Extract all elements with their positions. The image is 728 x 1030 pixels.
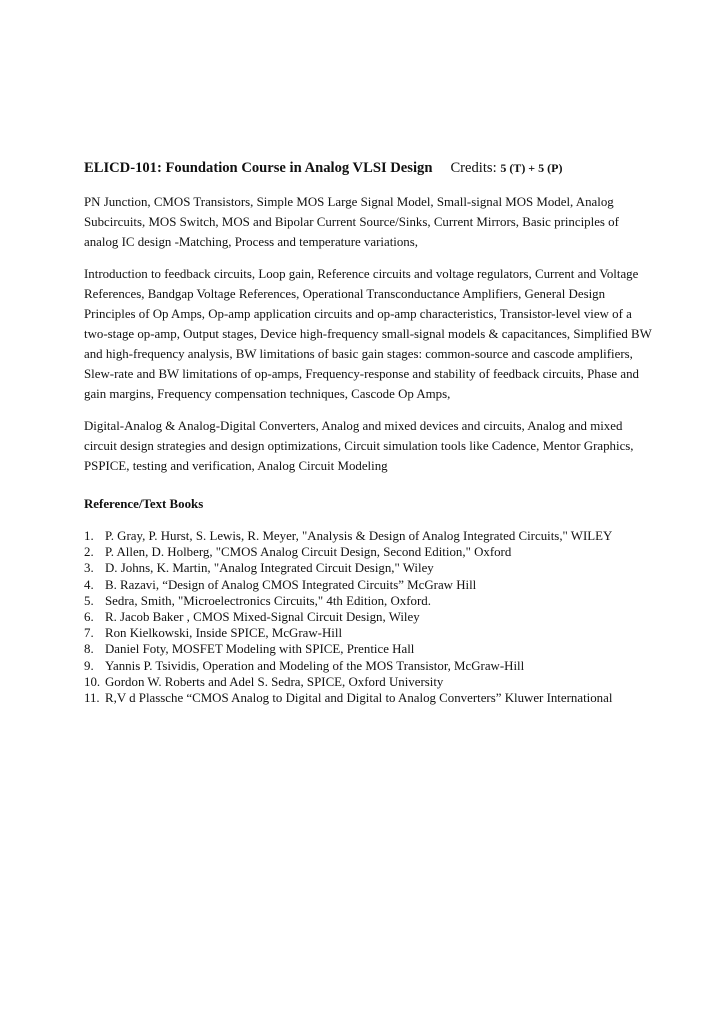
syllabus-paragraph-3: Digital-Analog & Analog-Digital Converters, Analog and mixed devices and circuits, Analog and mixed circuit design strategies and design optimizations, Circuit simulation tools like Cadence, Mentor Graphics, PSPICE, testing and verification, Analog Circuit Modeling bbox=[84, 419, 634, 473]
reference-text: Sedra, Smith, "Microelectronics Circuits," 4th Edition, Oxford. bbox=[105, 593, 431, 608]
reference-number: 3. bbox=[84, 561, 94, 576]
syllabus-paragraph-1: PN Junction, CMOS Transistors, Simple MOS Large Signal Model, Small-signal MOS Model, Analog Subcircuits, MOS Switch, MOS and Bipolar Current Source/Sinks, Current Mirrors, Basic principles of analog IC design -Matching, Process and temperature variations, bbox=[84, 195, 619, 249]
course-title: ELICD-101: Foundation Course in Analog VLSI Design bbox=[84, 160, 433, 176]
reference-number: 1. bbox=[84, 529, 94, 543]
reference-item bbox=[84, 577, 654, 593]
reference-text: P. Allen, D. Holberg, "CMOS Analog Circuit Design, Second Edition," Oxford bbox=[105, 545, 512, 560]
reference-item bbox=[84, 528, 654, 544]
reference-item bbox=[84, 593, 654, 609]
course-header bbox=[84, 158, 654, 178]
reference-text: B. Razavi, “Design of Analog CMOS Integrated Circuits” McGraw Hill bbox=[105, 577, 477, 592]
reference-number: 6. bbox=[84, 610, 94, 625]
reference-text: R,V d Plassche “CMOS Analog to Digital and Digital to Analog Converters” Kluwer International bbox=[105, 691, 613, 706]
reference-item bbox=[84, 641, 654, 657]
reference-text: P. Gray, P. Hurst, S. Lewis, R. Meyer, "Analysis & Design of Analog Integrated Circuits," WILEY bbox=[105, 529, 613, 543]
reference-text: Daniel Foty, MOSFET Modeling with SPICE, Prentice Hall bbox=[105, 642, 415, 657]
reference-number: 9. bbox=[84, 658, 94, 673]
reference-number: 4. bbox=[84, 577, 94, 592]
reference-item bbox=[84, 674, 654, 690]
reference-number: 7. bbox=[84, 626, 94, 641]
reference-text: Gordon W. Roberts and Adel S. Sedra, SPICE, Oxford University bbox=[105, 674, 444, 689]
reference-number: 10. bbox=[84, 674, 101, 689]
reference-item bbox=[84, 609, 654, 625]
reference-list bbox=[84, 528, 654, 706]
reference-item bbox=[84, 544, 654, 560]
references-heading: Reference/Text Books bbox=[84, 497, 204, 511]
reference-number: 8. bbox=[84, 642, 94, 657]
reference-text: D. Johns, K. Martin, "Analog Integrated Circuit Design," Wiley bbox=[105, 561, 434, 576]
document-page bbox=[84, 158, 654, 706]
reference-text: R. Jacob Baker , CMOS Mixed-Signal Circuit Design, Wiley bbox=[105, 610, 420, 625]
reference-item bbox=[84, 690, 654, 706]
credits-value: 5 (T) + 5 (P) bbox=[500, 161, 563, 175]
reference-text: Ron Kielkowski, Inside SPICE, McGraw-Hill bbox=[105, 626, 343, 641]
syllabus-paragraph-2: Introduction to feedback circuits, Loop gain, Reference circuits and voltage regulators, Current and Voltage References, Bandgap Voltage References, Operational Transconductance Amplifiers, General Design Principles of Op Amps, Op-amp application circuits and op-amp characteristics, Transistor-level view of a two-stage op-amp, Output stages, Device high-frequency small-signal models & capacitances, Simplified BW and high-frequency analysis, BW limitations of basic gain stages: common-source and cascode amplifiers, Slew-rate and BW limitations of op-amps, Frequency-response and stability of feedback circuits, Phase and gain margins, Frequency compensation techniques, Cascode Op Amps, bbox=[84, 267, 652, 401]
reference-text: Yannis P. Tsividis, Operation and Modeling of the MOS Transistor, McGraw-Hill bbox=[105, 658, 525, 673]
reference-item bbox=[84, 625, 654, 641]
reference-item bbox=[84, 560, 654, 576]
reference-number: 5. bbox=[84, 593, 94, 608]
reference-number: 2. bbox=[84, 545, 94, 560]
credits-label: Credits: bbox=[450, 160, 497, 176]
reference-number: 11. bbox=[84, 691, 100, 706]
reference-item bbox=[84, 658, 654, 674]
